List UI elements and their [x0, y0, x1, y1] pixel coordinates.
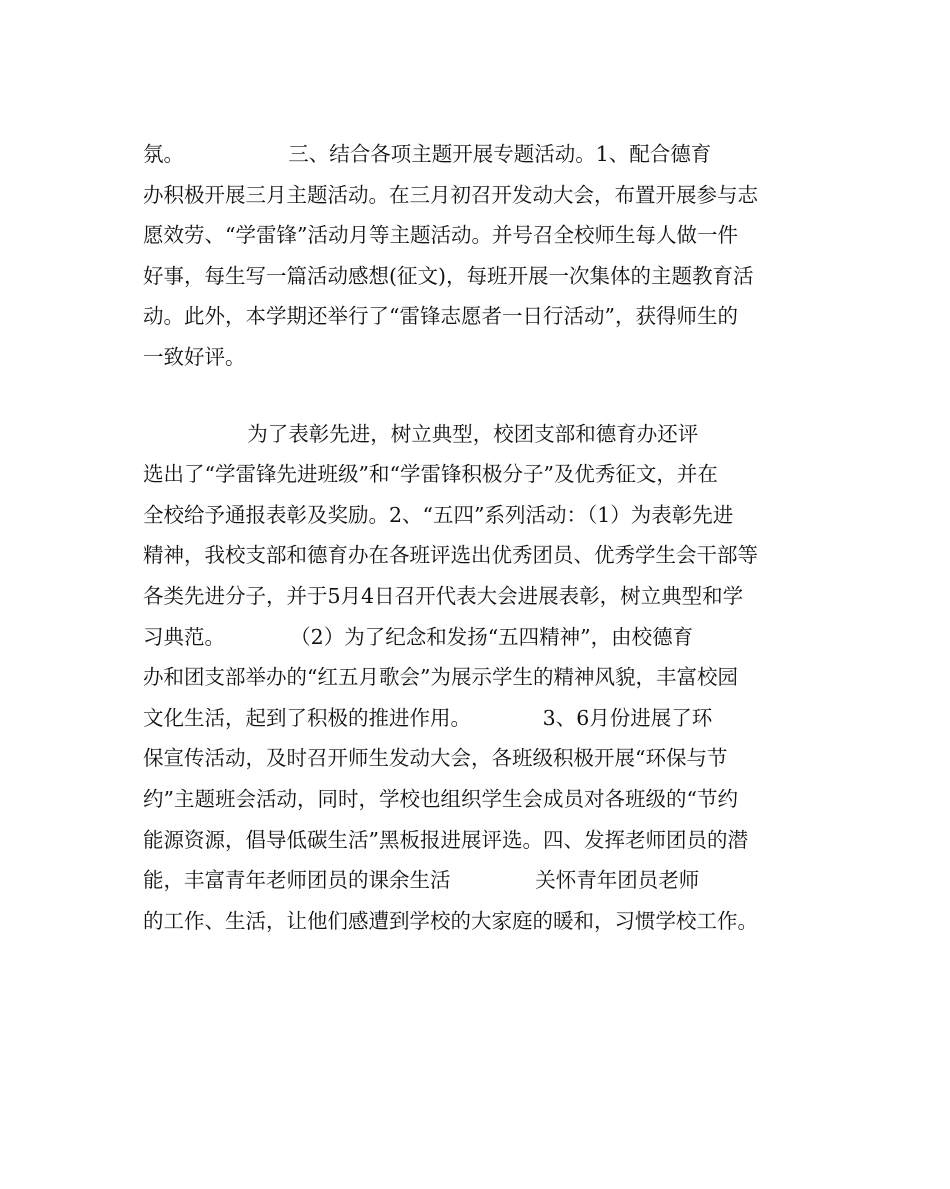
- text-line: 精神，我校支部和德育办在各班评选出优秀团员、优秀学生会干部等: [143, 543, 758, 568]
- text-line: 动。此外，本学期还举行了“雷锋志愿者一日行活动”，获得师生的: [143, 304, 738, 329]
- text-line: 氛。 三、结合各项主题开展专题活动。1、配合德育: [143, 142, 712, 166]
- text-line: 好事，每生写一篇活动感想(征文)，每班开展一次集体的主题教育活: [143, 263, 754, 288]
- text-line: 各类先进分子，并于5月4日召开代表大会进展表彰，树立典型和学: [143, 583, 744, 608]
- text-line: 保宣传活动，及时召开师生发动大会，各班级积极开展“环保与节: [143, 746, 728, 771]
- text-line: 能源资源，倡导低碳生活”黑板报进展评选。四、发挥老师团员的潜: [143, 827, 748, 852]
- document-body: [143, 134, 823, 941]
- text-line: 能，丰富青年老师团员的课余生活 关怀青年团员老师: [143, 868, 700, 893]
- text-line: 习典范。 （2）为了纪念和发扬“五四精神”，由校德育: [143, 624, 694, 649]
- text-line: 选出了“学雷锋先进班级”和“学雷锋积极分子”及优秀征文，并在: [143, 462, 718, 487]
- text-line: 全校给予通报表彰及奖励。2、“五四”系列活动：（1）为表彰先进: [143, 502, 734, 527]
- text-line: 为了表彰先进，树立典型，校团支部和德育办还评: [143, 421, 699, 446]
- text-line: 一致好评。: [143, 344, 246, 369]
- text-line: 约”主题班会活动，同时，学校也组织学生会成员对各班级的“节约: [143, 786, 738, 811]
- text-line: 文化生活，起到了积极的推进作用。 3、6月份进展了环: [143, 705, 713, 730]
- text-line: 办积极开展三月主题活动。在三月初召开发动大会，布置开展参与志: [143, 182, 758, 207]
- text-line: 的工作、生活，让他们感遭到学校的大家庭的暖和，习惯学校工作。: [143, 908, 758, 933]
- text-line: 办和团支部举办的“红五月歌会”为展示学生的精神风貌，丰富校园: [143, 665, 738, 690]
- paragraph-gap: [143, 378, 823, 414]
- text-line: 愿效劳、“学雷锋”活动月等主题活动。并号召全校师生每人做一件: [143, 223, 738, 248]
